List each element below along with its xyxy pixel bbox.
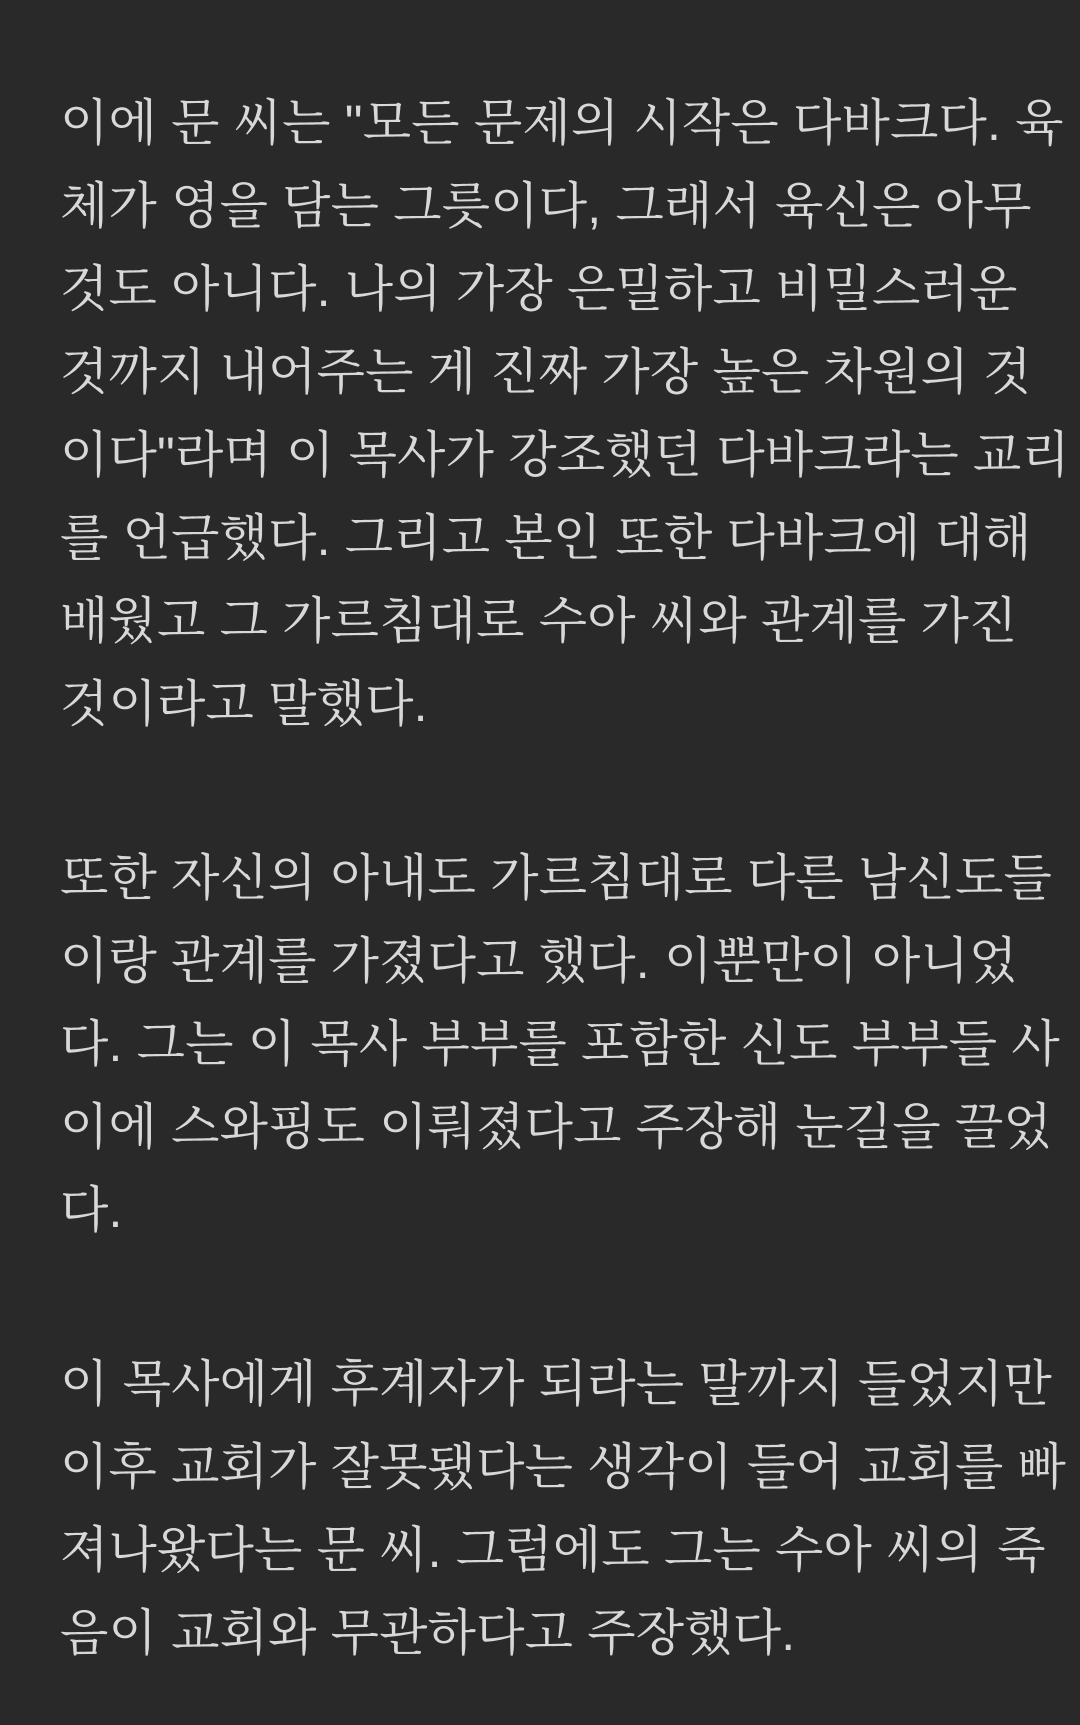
text-line: 음이 교회와 무관하다고 주장했다. bbox=[60, 1605, 796, 1661]
text-line: 이에 문 씨는 "모든 문제의 시작은 다바크다. 육 bbox=[60, 95, 1064, 151]
text-line: 것도 아니다. 나의 가장 은밀하고 비밀스러운 bbox=[60, 261, 1018, 317]
paragraph bbox=[60, 837, 1060, 1252]
text-line: 를 언급했다. 그리고 본인 또한 다바크에 대해 bbox=[60, 510, 1032, 566]
text-line: 져나왔다는 문 씨. 그럼에도 그는 수아 씨의 죽 bbox=[60, 1522, 1046, 1578]
paragraph bbox=[60, 1343, 1067, 1675]
text-line: 것까지 내어주는 게 진짜 가장 높은 차원의 것 bbox=[60, 344, 1032, 400]
text-line: 다. 그는 이 목사 부부를 포함한 신도 부부들 사 bbox=[60, 1016, 1060, 1072]
text-line: 다. bbox=[60, 1182, 123, 1238]
text-line: 또한 자신의 아내도 가르침대로 다른 남신도들 bbox=[60, 850, 1052, 906]
paragraph bbox=[60, 82, 1070, 746]
text-line: 것이라고 말했다. bbox=[60, 676, 428, 732]
text-line: 이에 스와핑도 이뤄졌다고 주장해 눈길을 끌었 bbox=[60, 1099, 1052, 1155]
text-line: 배웠고 그 가르침대로 수아 씨와 관계를 가진 bbox=[60, 593, 1018, 649]
text-line: 체가 영을 담는 그릇이다, 그래서 육신은 아무 bbox=[60, 178, 1032, 234]
text-line: 이후 교회가 잘못됐다는 생각이 들어 교회를 빠 bbox=[60, 1439, 1067, 1495]
text-line: 이랑 관계를 가졌다고 했다. 이뿐만이 아니었 bbox=[60, 933, 1018, 989]
text-line: 이 목사에게 후계자가 되라는 말까지 들었지만 bbox=[60, 1356, 1052, 1412]
text-line: 이다"라며 이 목사가 강조했던 다바크라는 교리 bbox=[60, 427, 1070, 483]
